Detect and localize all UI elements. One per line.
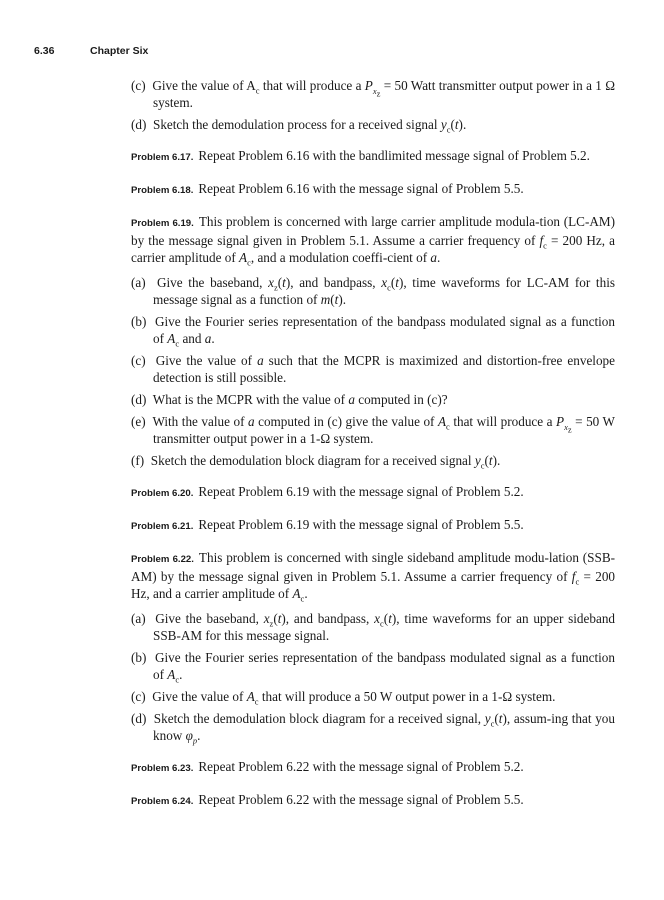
problem-label: Problem 6.18. [131,185,194,196]
subquestion-6-22-a [131,610,615,644]
problem-label: Problem 6.19. [131,218,194,229]
problem-text: Repeat Problem 6.16 with the bandlimited message signal of Problem 5.2. [198,148,590,163]
subquestion-label: (c) [131,689,146,704]
subquestion-6-19-f [131,452,615,469]
chapter-title: Chapter Six [90,45,149,57]
subquestion-text: Give the baseband, $x_z(t)$, and bandpass, $x_c(t)$, time waveforms for an upper sideband SSB-AM for this message signal. [153,611,616,643]
problem-6-23 [131,758,615,777]
subquestion-label: (d) [131,392,147,407]
problem-text: This problem is concerned with large carrier amplitude modula-tion (LC-AM) by the message signal given in Problem 5.1. Assume a carrier frequency of $f_c = 200$ Hz, a carrier amplitude of $A_c$, and a modulation coeffi-cient of a. [131,214,616,268]
problem-6-20 [131,483,615,502]
problem-label: Problem 6.24. [131,796,194,807]
problem-6-21 [131,516,615,535]
problem-6-24 [131,791,615,810]
subquestion-text: With the value of a computed in (c) give the value of $A_c$ that will produce a $P_{x_z} = 50$ W transmitter output power in a 1-Ω system. [152,414,615,446]
problem-6-22 [131,549,615,602]
running-header [34,45,148,57]
subquestion-6-16-d [131,116,615,133]
subquestion-text: Give the baseband, $x_z(t)$, and bandpass, $x_c(t)$, time waveforms for LC-AM for this message signal as a function of m(t). [153,275,615,307]
subquestion-6-19-d [131,391,615,408]
subquestion-text: What is the MCPR with the value of a computed in (c)? [152,392,448,407]
subquestion-label: (b) [131,314,147,329]
problem-text: This problem is concerned with single sideband amplitude modu-lation (SSB-AM) by the message signal given in Problem 5.1. Assume a carrier frequency of $f_c = 200$ Hz, and a carrier amplitude of $A_c$. [131,550,616,604]
subquestion-label: (d) [131,117,147,132]
subquestion-text: Give the Fourier series representation of the bandpass modulated signal as a function of $A_c$. [153,650,615,685]
subquestion-6-19-a [131,274,615,308]
subquestion-6-22-c [131,688,615,705]
problem-text: Repeat Problem 6.22 with the message signal of Problem 5.5. [198,792,524,807]
subquestion-text: Sketch the demodulation block diagram for a received signal, $y_c(t)$, assum-ing that you know $\varphi_p$. [153,711,615,746]
subquestion-6-19-b [131,313,615,347]
problem-label: Problem 6.17. [131,152,194,163]
subquestion-label: (d) [131,711,147,726]
subquestion-6-19-e [131,413,615,447]
problem-text: Repeat Problem 6.19 with the message signal of Problem 5.2. [198,484,524,499]
subquestion-text: Give the value of $A_c$ that will produce a 50 W output power in a 1-Ω system. [152,689,556,707]
subquestion-text: Give the value of a such that the MCPR is maximized and distortion-free envelope detection is still possible. [153,353,616,385]
subquestion-text: Sketch the demodulation block diagram for a received signal $y_c(t)$. [150,453,501,471]
problem-label: Problem 6.23. [131,763,194,774]
subquestion-label: (a) [131,611,146,626]
subquestion-label: (c) [131,353,146,368]
subquestion-label: (c) [131,78,146,93]
subquestion-label: (e) [131,414,146,429]
problem-label: Problem 6.22. [131,554,194,565]
problem-text: Repeat Problem 6.22 with the message signal of Problem 5.2. [198,759,524,774]
subquestion-label: (f) [131,453,145,468]
subquestion-text: Give the value of $A_c$ that will produce a $P_{x_z} = 50$ Watt transmitter output power in a 1 Ω system. [152,78,615,110]
subquestion-6-19-c [131,352,615,386]
problem-text: Repeat Problem 6.16 with the message signal of Problem 5.5. [198,181,524,196]
problem-6-18 [131,180,615,199]
problem-6-17 [131,147,615,166]
problem-label: Problem 6.21. [131,521,194,532]
problem-text: Repeat Problem 6.19 with the message signal of Problem 5.5. [198,517,524,532]
subquestion-text: Give the Fourier series representation of the bandpass modulated signal as a function of $A_c$ and a. [153,314,615,349]
page-body [131,77,615,818]
subquestion-6-16-c [131,77,615,111]
subquestion-label: (b) [131,650,147,665]
subquestion-label: (a) [131,275,146,290]
subquestion-6-22-b [131,649,615,683]
problem-label: Problem 6.20. [131,488,194,499]
subquestion-6-22-d [131,710,615,744]
page-number: 6.36 [34,45,55,57]
subquestion-text: Sketch the demodulation process for a received signal $y_c(t)$. [152,117,467,135]
problem-6-19 [131,213,615,266]
